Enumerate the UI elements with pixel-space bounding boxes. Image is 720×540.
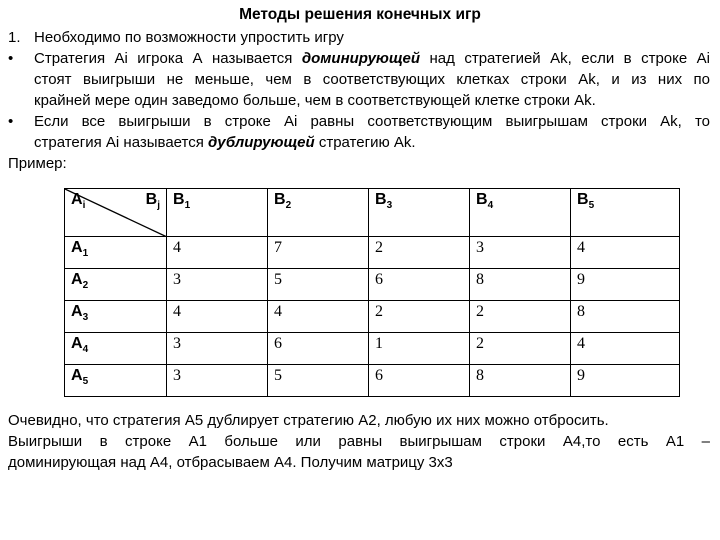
row-axis-label: $A_i$	[71, 191, 86, 212]
bullet-icon: •	[8, 113, 14, 130]
table-row	[65, 237, 680, 269]
bullet-icon: •	[8, 50, 14, 67]
text: стратегию Ak.	[314, 134, 416, 151]
text: Стратегия Ai игрока А называется	[34, 50, 302, 67]
payoff-cell: 3	[470, 237, 571, 269]
diagonal-line	[65, 189, 167, 237]
bullet-1-line-3: крайней мере один заведомо больше, чем в соответствующей клетке строки Ak.	[34, 92, 596, 109]
text: стратегия Ai называется	[34, 134, 209, 151]
table-row	[65, 269, 680, 301]
bullet-1-line-1	[8, 48, 710, 69]
payoff-cell: 3	[167, 333, 268, 365]
payoff-cell: 4	[167, 237, 268, 269]
conclusion-line-1: Очевидно, что стратегия А5 дублирует стратегию А2, любую их них можно отбросить.	[8, 412, 609, 429]
bullet-1-line-2: стоят выигрыши не меньше, чем в соответствующих клетках строки Ak, и из них по	[34, 71, 710, 88]
payoff-cell: 2	[369, 237, 470, 269]
corner-cell	[65, 189, 167, 237]
payoff-cell: 7	[268, 237, 369, 269]
payoff-cell: 6	[369, 365, 470, 397]
table-header-row	[65, 189, 680, 237]
row-header: $A_5$	[65, 365, 167, 397]
payoff-cell: 3	[167, 365, 268, 397]
payoff-cell: 9	[571, 269, 680, 301]
text: Если все выигрыши в строке Ai равны соответствующим выигрышам строки Ak, то	[34, 113, 710, 130]
payoff-cell: 6	[268, 333, 369, 365]
payoff-cell: 1	[369, 333, 470, 365]
row-header: $A_4$	[65, 333, 167, 365]
col-axis-label: $B_j$	[145, 191, 160, 212]
payoff-cell: 6	[369, 269, 470, 301]
text: над стратегией Ak, если в строке Ai	[420, 50, 710, 67]
table-row	[65, 333, 680, 365]
payoff-matrix	[64, 188, 680, 397]
payoff-cell: 4	[571, 237, 680, 269]
column-header: $B_4$	[470, 189, 571, 237]
conclusion-line-2: Выигрыши в строке А1 больше или равны выигрышам строки А4,то есть А1 –	[8, 433, 710, 450]
payoff-cell: 5	[268, 269, 369, 301]
table-row	[65, 301, 680, 333]
numbered-item	[8, 27, 710, 48]
payoff-cell: 4	[571, 333, 680, 365]
payoff-cell: 9	[571, 365, 680, 397]
table-row	[65, 365, 680, 397]
column-header: $B_2$	[268, 189, 369, 237]
column-header: $B_5$	[571, 189, 680, 237]
payoff-cell: 4	[167, 301, 268, 333]
item-text: Необходимо по возможности упростить игру	[34, 29, 344, 46]
emphasis-term: дублирующей	[208, 134, 315, 151]
bullet-2-line-2	[8, 132, 710, 153]
row-header: $A_2$	[65, 269, 167, 301]
payoff-cell: 2	[470, 301, 571, 333]
payoff-cell: 3	[167, 269, 268, 301]
payoff-cell: 5	[268, 365, 369, 397]
example-label: Пример:	[8, 155, 67, 172]
column-header: $B_3$	[369, 189, 470, 237]
bullet-2-line-1	[8, 111, 710, 132]
payoff-cell: 2	[470, 333, 571, 365]
item-number: 1.	[8, 29, 21, 46]
row-header: $A_3$	[65, 301, 167, 333]
payoff-cell: 2	[369, 301, 470, 333]
emphasis-term: доминирующей	[301, 50, 421, 67]
slide-title: Методы решения конечных игр	[239, 6, 481, 23]
payoff-cell: 4	[268, 301, 369, 333]
payoff-cell: 8	[571, 301, 680, 333]
row-header: $A_1$	[65, 237, 167, 269]
conclusion-line-3: доминирующая над А4, отбрасываем А4. Получим матрицу 3х3	[8, 454, 453, 471]
payoff-cell: 8	[470, 269, 571, 301]
payoff-cell: 8	[470, 365, 571, 397]
column-header: $B_1$	[167, 189, 268, 237]
